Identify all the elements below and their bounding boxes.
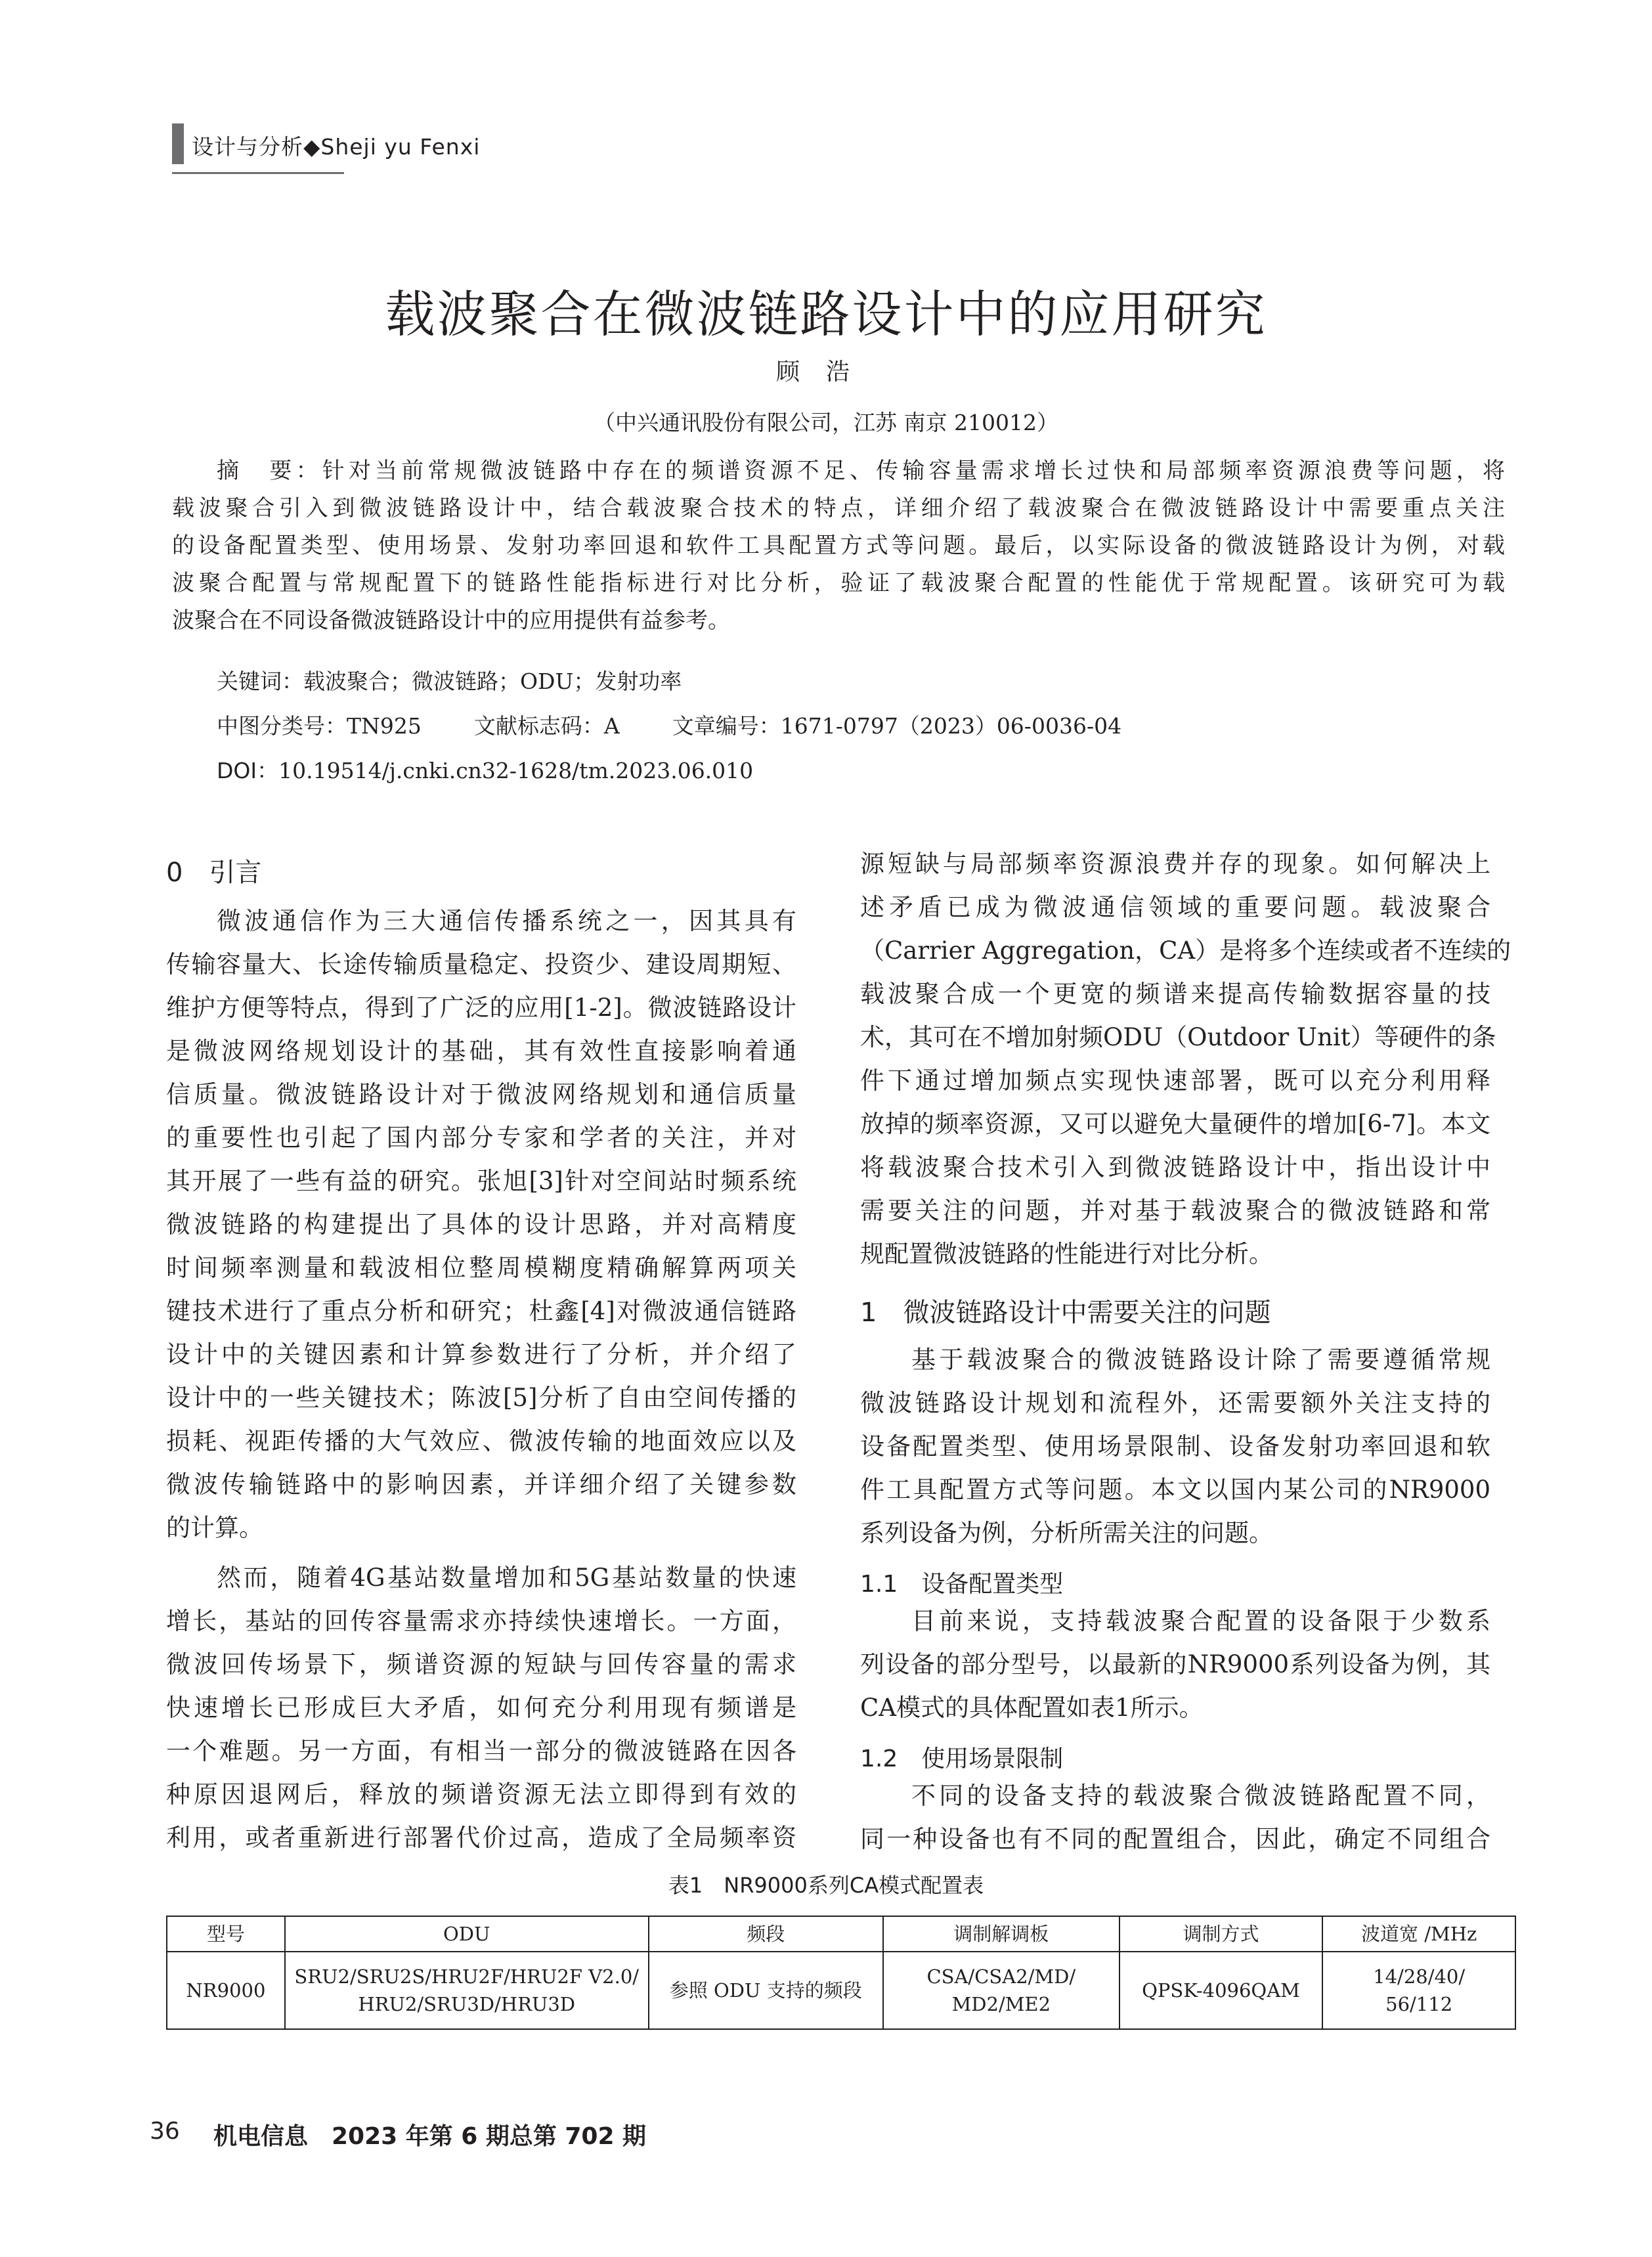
section-heading-1: 1 微波链路设计中需要关注的问题 xyxy=(860,1298,1271,1328)
abstract-line: 的设备配置类型、使用场景、发射功率回退和软件工具配置方式等问题。最后，以实际设备的微波链路设计为例，对载 xyxy=(172,533,1505,559)
article-title: 载波聚合在微波链路设计中的应用研究 xyxy=(385,285,1267,343)
table-header-cell: ODU xyxy=(285,1916,649,1952)
paragraph-line: 设计中的一些关键技术；陈波[5]分析了自由空间传播的 xyxy=(166,1384,796,1412)
paragraph-line: 微波回传场景下，频谱资源的短缺与回传容量的需求 xyxy=(166,1650,796,1678)
paragraph-line: 设计中的关键因素和计算参数进行了分析，并介绍了 xyxy=(166,1340,796,1369)
paragraph-line: 不同的设备支持的载波聚合微波链路配置不同， xyxy=(911,1782,1490,1810)
paragraph-line: 其开展了一些有益的研究。张旭[3]针对空间站时频系统 xyxy=(166,1167,796,1195)
table-cell-line: HRU2/SRU3D/HRU3D xyxy=(358,1993,576,2015)
abstract-line: 波聚合配置与常规配置下的链路性能指标进行对比分析，验证了载波聚合配置的性能优于常规配置。该研究可为载 xyxy=(172,570,1505,596)
table-header-cell: 频段 xyxy=(649,1916,883,1952)
paragraph-line: 然而，随着4G基站数量增加和5G基站数量的快速 xyxy=(217,1564,796,1592)
author-name: 顾浩 xyxy=(775,359,876,385)
paragraph-line: 需要关注的问题，并对基于载波聚合的微波链路和常 xyxy=(860,1196,1490,1225)
paragraph-line: 键技术进行了重点分析和研究；杜鑫[4]对微波通信链路 xyxy=(166,1297,796,1325)
journal-footer: 机电信息 2023 年第 6 期总第 702 期 xyxy=(213,2123,647,2150)
author-affiliation: （中兴通讯股份有限公司，江苏 南京 210012） xyxy=(594,410,1058,435)
paragraph-line: 设备配置类型、使用场景限制、设备发射功率回退和软 xyxy=(860,1432,1490,1460)
table-cell-model: NR9000 xyxy=(167,1952,285,2029)
table-cell-board xyxy=(883,1952,1119,2029)
article-number-label: 文章编号： xyxy=(672,713,781,739)
keywords xyxy=(217,665,682,695)
paragraph-line: 源短缺与局部频率资源浪费并存的现象。如何解决上 xyxy=(860,850,1490,878)
paragraph-line: 微波传输链路中的影响因素，并详细介绍了关键参数 xyxy=(166,1470,796,1499)
page-number: 36 xyxy=(150,2118,180,2145)
paragraph-line: 的计算。 xyxy=(166,1514,263,1542)
abstract-line: 摘 要：针对当前常规微波链路中存在的频谱资源不足、传输容量需求增长过快和局部频率资源浪费等问题，将 xyxy=(217,458,1505,484)
section-heading-1-1: 1.1 设备配置类型 xyxy=(860,1571,1064,1598)
paragraph-line: 载波聚合成一个更宽的频谱来提高传输数据容量的技 xyxy=(860,980,1490,1008)
paragraph-line: 增长，基站的回传容量需求亦持续快速增长。一方面， xyxy=(166,1607,796,1635)
paragraph-line: 时间频率测量和载波相位整周模糊度精确解算两项关 xyxy=(166,1254,796,1282)
table-cell-line: 56/112 xyxy=(1385,1993,1453,2015)
clc-value: TN925 xyxy=(347,713,422,739)
keywords-label: 关键词： xyxy=(217,668,303,694)
paragraph-line: （Carrier Aggregation，CA）是将多个连续或者不连续的 xyxy=(860,936,1511,965)
table-cell-band: 参照 ODU 支持的频段 xyxy=(649,1952,883,2029)
table-cell-line: 14/28/40/ xyxy=(1373,1965,1466,1988)
paragraph-line: 将载波聚合技术引入到微波链路设计中，指出设计中 xyxy=(860,1153,1490,1181)
paragraph-line: CA模式的具体配置如表1所示。 xyxy=(860,1694,1204,1722)
table-cell-odu xyxy=(285,1952,649,2029)
clc-label: 中图分类号： xyxy=(217,713,347,739)
paragraph-line: 一个难题。另一方面，有相当一部分的微波链路在因各 xyxy=(166,1737,796,1765)
paragraph-line: 目前来说，支持载波聚合配置的设备限于少数系 xyxy=(911,1607,1490,1635)
paragraph-line: 信质量。微波链路设计对于微波网络规划和通信质量 xyxy=(166,1080,796,1108)
table-header-cell: 波道宽 /MHz xyxy=(1322,1916,1515,1952)
paragraph-line: 损耗、视距传播的大气效应、微波传输的地面效应以及 xyxy=(166,1427,796,1455)
table-caption: 表1 NR9000系列CA模式配置表 xyxy=(668,1873,984,1898)
section-heading-1-2: 1.2 使用场景限制 xyxy=(860,1745,1064,1772)
paragraph-line: 是微波网络规划设计的基础，其有效性直接影响着通 xyxy=(166,1037,796,1065)
table-row xyxy=(167,1952,1515,2029)
paragraph-line: 的重要性也引起了国内部分专家和学者的关注，并对 xyxy=(166,1124,796,1152)
table-cell-modulation: QPSK-4096QAM xyxy=(1119,1952,1323,2029)
config-table xyxy=(166,1916,1516,2030)
column-header: 设计与分析◆Sheji yu Fenxi xyxy=(192,134,481,160)
doc-code-value: A xyxy=(603,713,620,739)
paragraph-line: 维护方便等特点，得到了广泛的应用[1-2]。微波链路设计 xyxy=(166,994,796,1022)
doi-label: DOI： xyxy=(217,758,279,783)
article-number-value: 1671-0797（2023）06-0036-04 xyxy=(780,713,1122,739)
paragraph-line: 同一种设备也有不同的配置组合，因此，确定不同组合 xyxy=(860,1825,1490,1853)
paragraph-line: 传输容量大、长途传输质量稳定、投资少、建设周期短、 xyxy=(166,950,796,978)
table-header-cell: 型号 xyxy=(167,1916,285,1952)
doi xyxy=(217,754,753,785)
paragraph-line: 快速增长已形成巨大矛盾，如何充分利用现有频谱是 xyxy=(166,1694,796,1722)
paragraph-line: 件下通过增加频点实现快速部署，既可以充分利用释 xyxy=(860,1066,1490,1095)
paragraph-line: 利用，或者重新进行部署代价过高，造成了全局频率资 xyxy=(166,1824,796,1852)
paragraph-line: 放掉的频率资源，又可以避免大量硬件的增加[6-7]。本文 xyxy=(860,1110,1490,1138)
table-header-cell: 调制解调板 xyxy=(883,1916,1119,1952)
paragraph-line: 微波链路的构建提出了具体的设计思路，并对高精度 xyxy=(166,1210,796,1238)
table-header-row xyxy=(167,1916,1515,1952)
abstract-line: 波聚合在不同设备微波链路设计中的应用提供有益参考。 xyxy=(172,607,730,634)
paragraph-line: 基于载波聚合的微波链路设计除了需要遵循常规 xyxy=(911,1346,1490,1374)
table-header-cell: 调制方式 xyxy=(1119,1916,1323,1952)
table-cell-line: CSA/CSA2/MD/ xyxy=(926,1965,1076,1988)
section-heading-introduction: 0 引言 xyxy=(166,858,262,888)
paragraph-line: 种原因退网后，释放的频谱资源无法立即得到有效的 xyxy=(166,1780,796,1808)
paragraph-line: 列设备的部分型号，以最新的NR9000系列设备为例，其 xyxy=(860,1650,1490,1678)
table-cell-line: SRU2/SRU2S/HRU2F/HRU2F V2.0/ xyxy=(294,1965,640,1988)
table-cell-line: MD2/ME2 xyxy=(951,1993,1051,2015)
paragraph-line: 术，其可在不增加射频ODU（Outdoor Unit）等硬件的条 xyxy=(860,1023,1496,1051)
paragraph-line: 微波链路设计规划和流程外，还需要额外关注支持的 xyxy=(860,1389,1490,1417)
paragraph-line: 规配置微波链路的性能进行对比分析。 xyxy=(860,1240,1273,1268)
header-rule xyxy=(172,172,344,174)
paragraph-line: 微波通信作为三大通信传播系统之一，因其具有 xyxy=(217,907,796,935)
doc-code-label: 文献标志码： xyxy=(473,713,604,739)
classification xyxy=(217,709,1121,740)
table-cell-width xyxy=(1322,1952,1515,2029)
paragraph-line: 系列设备为例，分析所需关注的问题。 xyxy=(860,1519,1273,1547)
doi-value: 10.19514/j.cnki.cn32-1628/tm.2023.06.010 xyxy=(278,758,754,783)
paragraph-line: 述矛盾已成为微波通信领域的重要问题。载波聚合 xyxy=(860,893,1490,921)
abstract-line: 载波聚合引入到微波链路设计中，结合载波聚合技术的特点，详细介绍了载波聚合在微波链路设计中需要重点关注 xyxy=(172,495,1505,521)
paragraph-line: 件工具配置方式等问题。本文以国内某公司的NR9000 xyxy=(860,1476,1490,1504)
keywords-value: 载波聚合；微波链路；ODU；发射功率 xyxy=(303,668,682,694)
header-marker-bar xyxy=(172,123,184,164)
